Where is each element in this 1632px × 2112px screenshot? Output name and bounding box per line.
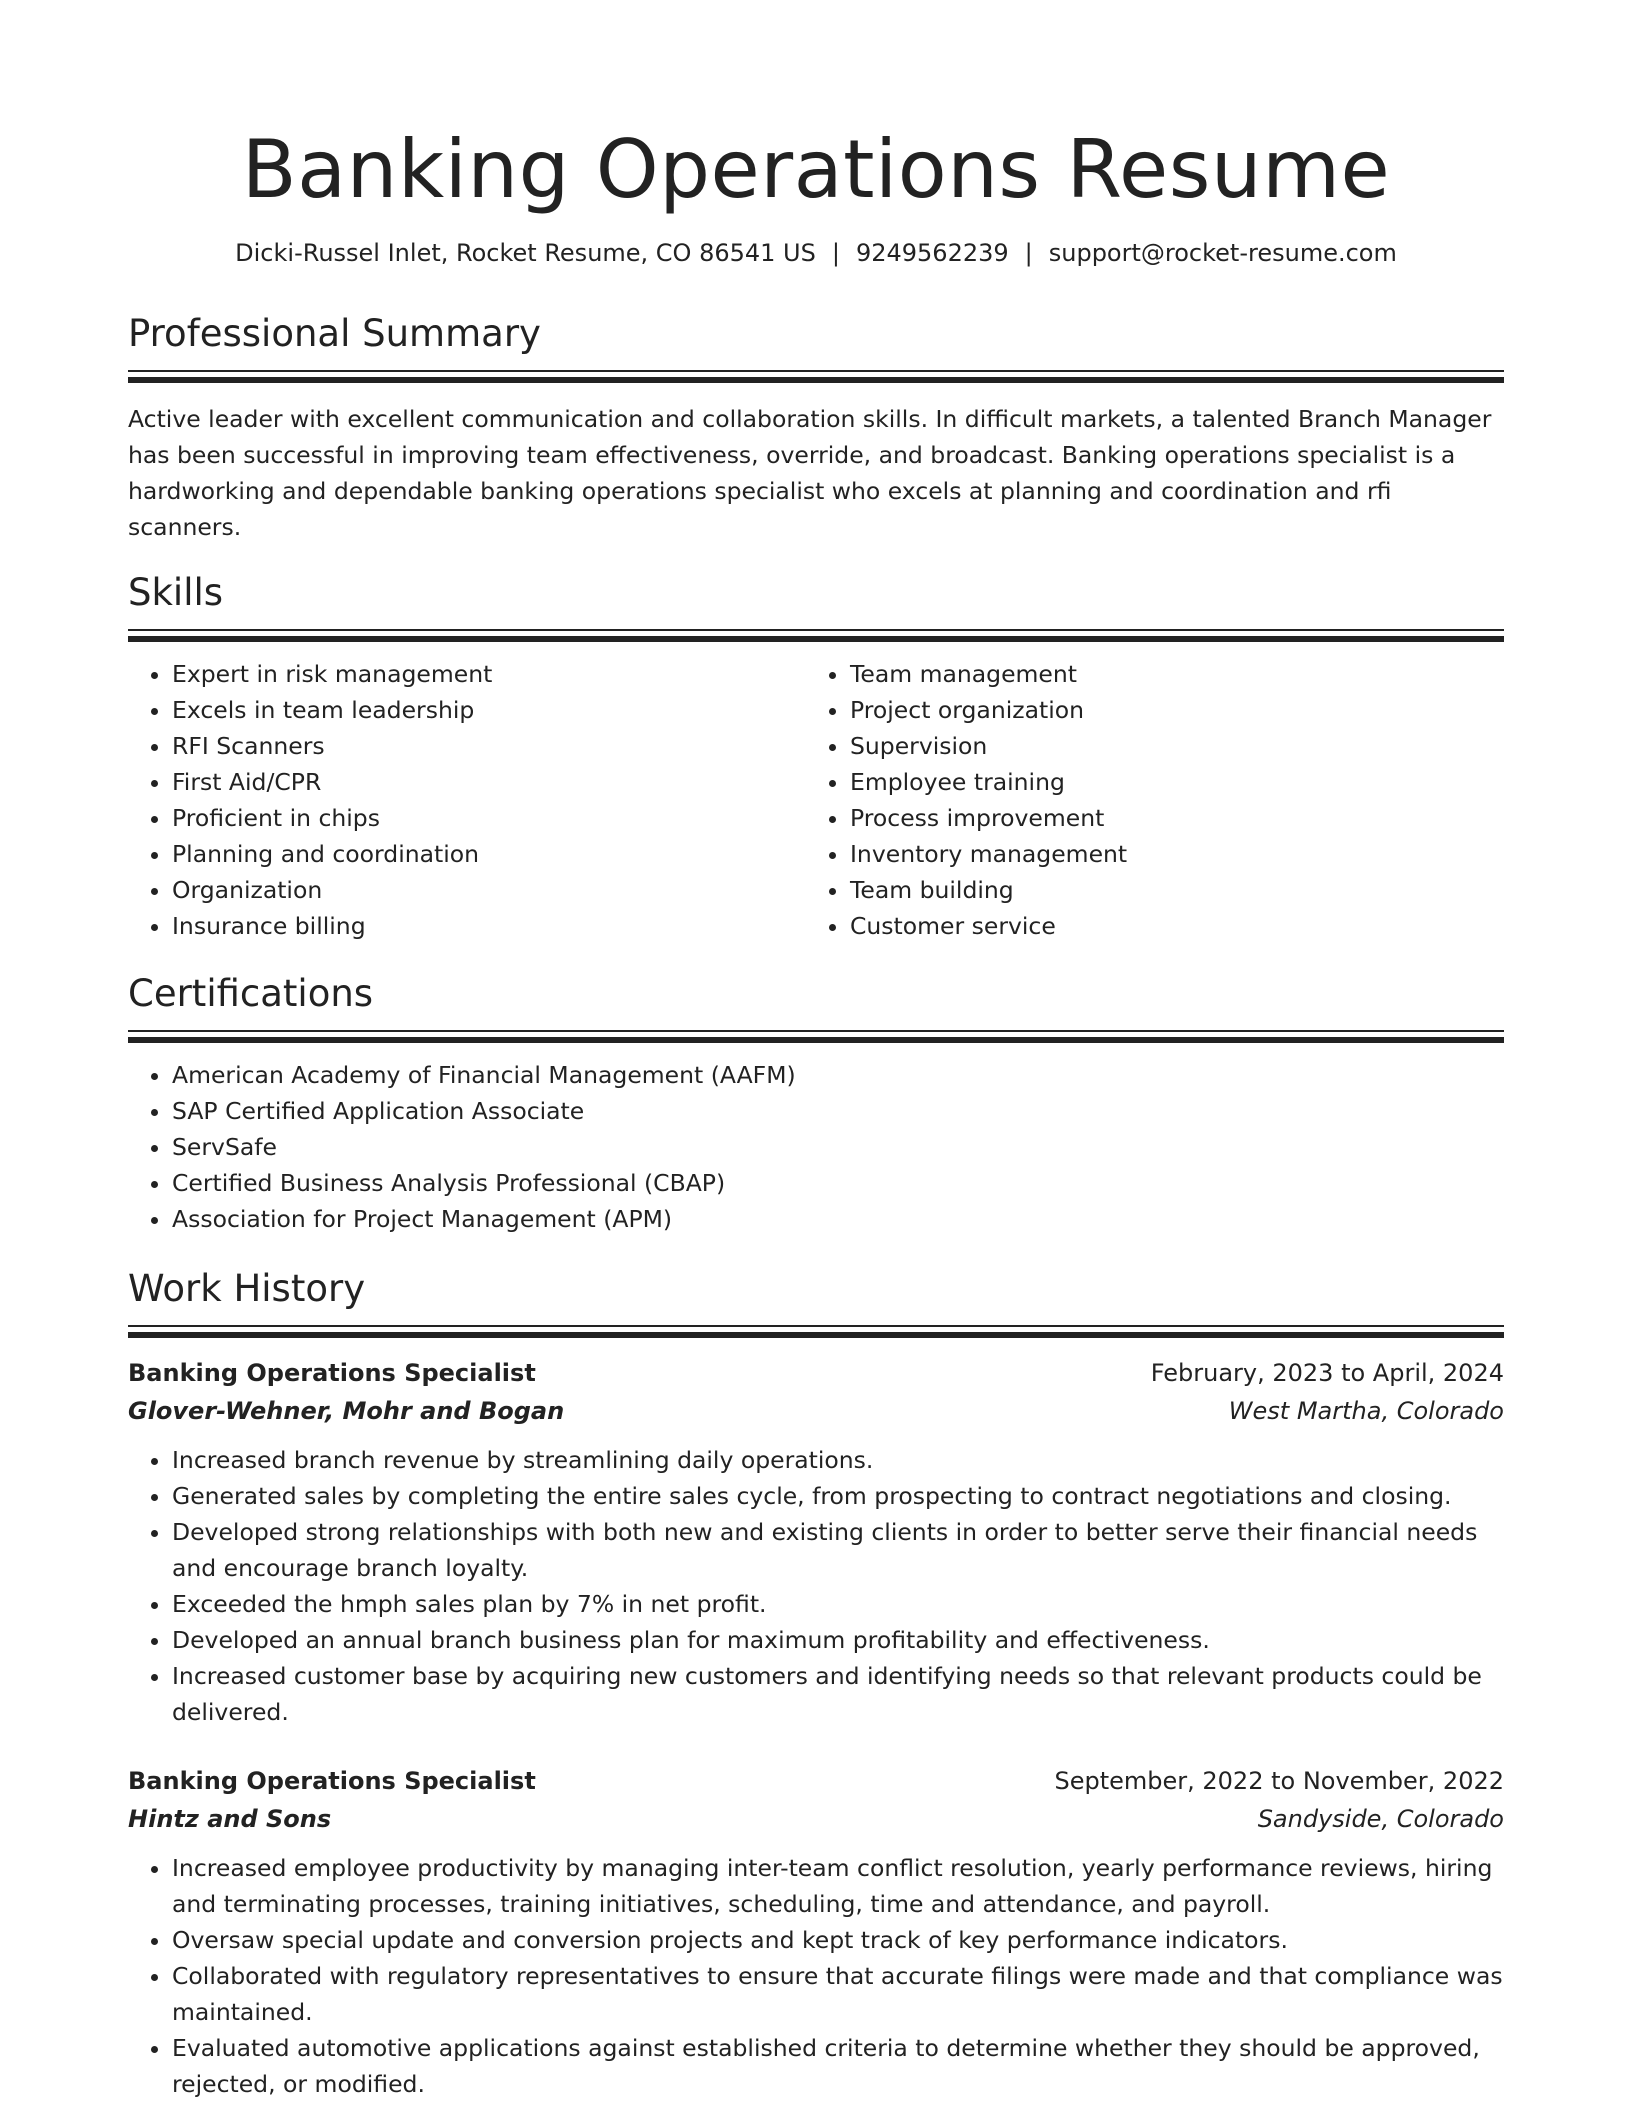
job-subheader <box>128 1800 1504 1838</box>
list-item: • Planning and coordination <box>172 836 806 872</box>
section-title: Professional Summary <box>128 312 541 355</box>
list-item: • Team building <box>850 872 1484 908</box>
section-divider <box>128 1325 1504 1327</box>
resume-page <box>128 0 1504 2102</box>
list-item: • Supervision <box>850 728 1484 764</box>
list-item: • Exceeded the hmph sales plan by 7% in net profit. <box>172 1586 1504 1622</box>
section-divider <box>128 1030 1504 1032</box>
summary-text: Active leader with excellent communication and collaboration skills. In difficult markets, a talented Branch Manager has been successful in improving team effectiveness, override, and broadcast. Banking operations specialist is a hardworking and dependable banking operations specialist who excels at planning and coordination and rfi scanners. <box>128 405 1492 541</box>
list-item: • Project organization <box>850 692 1484 728</box>
job-dates: February, 2023 to April, 2024 <box>1150 1359 1504 1387</box>
job-location: Sandyside, Colorado <box>1257 1805 1504 1833</box>
skills-section <box>128 569 1504 944</box>
list-item: • ServSafe <box>172 1129 1504 1165</box>
list-item: • First Aid/CPR <box>172 764 806 800</box>
section-divider-thick <box>128 636 1504 642</box>
job-company: Glover-Wehner, Mohr and Bogan <box>128 1397 565 1425</box>
job-title: Banking Operations Specialist <box>128 1767 536 1795</box>
list-item: • Developed an annual branch business plan for maximum profitability and effectiveness. <box>172 1622 1504 1658</box>
section-divider-thick <box>128 1332 1504 1338</box>
contact-address: Dicki-Russel Inlet, Rocket Resume, CO 86541 US <box>235 239 816 267</box>
list-item: • Increased branch revenue by streamlining daily operations. <box>172 1442 1504 1478</box>
job-entry <box>128 1762 1504 2102</box>
list-item: • Proficient in chips <box>172 800 806 836</box>
list-item: • Team management <box>850 656 1484 692</box>
list-item: • Customer service <box>850 908 1484 944</box>
list-item: • Organization <box>172 872 806 908</box>
contact-line <box>128 236 1504 270</box>
list-item: • Employee training <box>850 764 1484 800</box>
contact-email: support@rocket-resume.com <box>1048 239 1397 267</box>
list-item: • Generated sales by completing the entire sales cycle, from prospecting to contract negotiations and closing. <box>172 1478 1504 1514</box>
resume-title: Banking Operations Resume <box>241 123 1391 216</box>
list-item: • SAP Certified Application Associate <box>172 1093 1504 1129</box>
section-divider <box>128 370 1504 372</box>
contact-separator: | <box>1024 239 1033 267</box>
section-divider <box>128 629 1504 631</box>
job-header <box>128 1354 1504 1392</box>
summary-section <box>128 310 1504 545</box>
certifications-list <box>128 1057 1504 1237</box>
list-item: • Collaborated with regulatory representatives to ensure that accurate filings were made and that compliance was maintained. <box>172 1958 1504 2030</box>
list-item: • Developed strong relationships with both new and existing clients in order to better serve their financial needs and encourage branch loyalty. <box>172 1514 1504 1586</box>
list-item: • American Academy of Financial Management (AAFM) <box>172 1057 1504 1093</box>
section-title: Certifications <box>128 972 374 1015</box>
certifications-section <box>128 970 1504 1237</box>
list-item: • Expert in risk management <box>172 656 806 692</box>
skills-list-right <box>806 656 1484 944</box>
list-item: • Certified Business Analysis Professional (CBAP) <box>172 1165 1504 1201</box>
job-subheader <box>128 1392 1504 1430</box>
job-bullets <box>128 1850 1504 2102</box>
list-item: • RFI Scanners <box>172 728 806 764</box>
job-header <box>128 1762 1504 1800</box>
section-title: Skills <box>128 571 224 614</box>
list-item: • Inventory management <box>850 836 1484 872</box>
list-item: • Evaluated automotive applications against established criteria to determine whether they should be approved, rejected, or modified. <box>172 2030 1504 2102</box>
list-item: • Increased customer base by acquiring new customers and identifying needs so that relevant products could be delivered. <box>172 1658 1504 1730</box>
skills-grid <box>128 656 1504 944</box>
work-history-section <box>128 1265 1504 2102</box>
job-bullets <box>128 1442 1504 1730</box>
list-item: • Oversaw special update and conversion projects and kept track of key performance indicators. <box>172 1922 1504 1958</box>
contact-separator: | <box>831 239 840 267</box>
section-title: Work History <box>128 1267 366 1310</box>
list-item: • Process improvement <box>850 800 1484 836</box>
list-item: • Excels in team leadership <box>172 692 806 728</box>
job-dates: September, 2022 to November, 2022 <box>1054 1767 1504 1795</box>
job-title: Banking Operations Specialist <box>128 1359 536 1387</box>
job-entry <box>128 1354 1504 1730</box>
section-divider-thick <box>128 377 1504 383</box>
list-item: • Association for Project Management (APM) <box>172 1201 1504 1237</box>
list-item: • Increased employee productivity by managing inter-team conflict resolution, yearly performance reviews, hiring and terminating processes, training initiatives, scheduling, time and attendance, and payroll. <box>172 1850 1504 1922</box>
section-divider-thick <box>128 1037 1504 1043</box>
job-company: Hintz and Sons <box>128 1805 332 1833</box>
list-item: • Insurance billing <box>172 908 806 944</box>
contact-phone: 9249562239 <box>855 239 1009 267</box>
job-location: West Martha, Colorado <box>1228 1397 1504 1425</box>
skills-list-left <box>128 656 806 944</box>
